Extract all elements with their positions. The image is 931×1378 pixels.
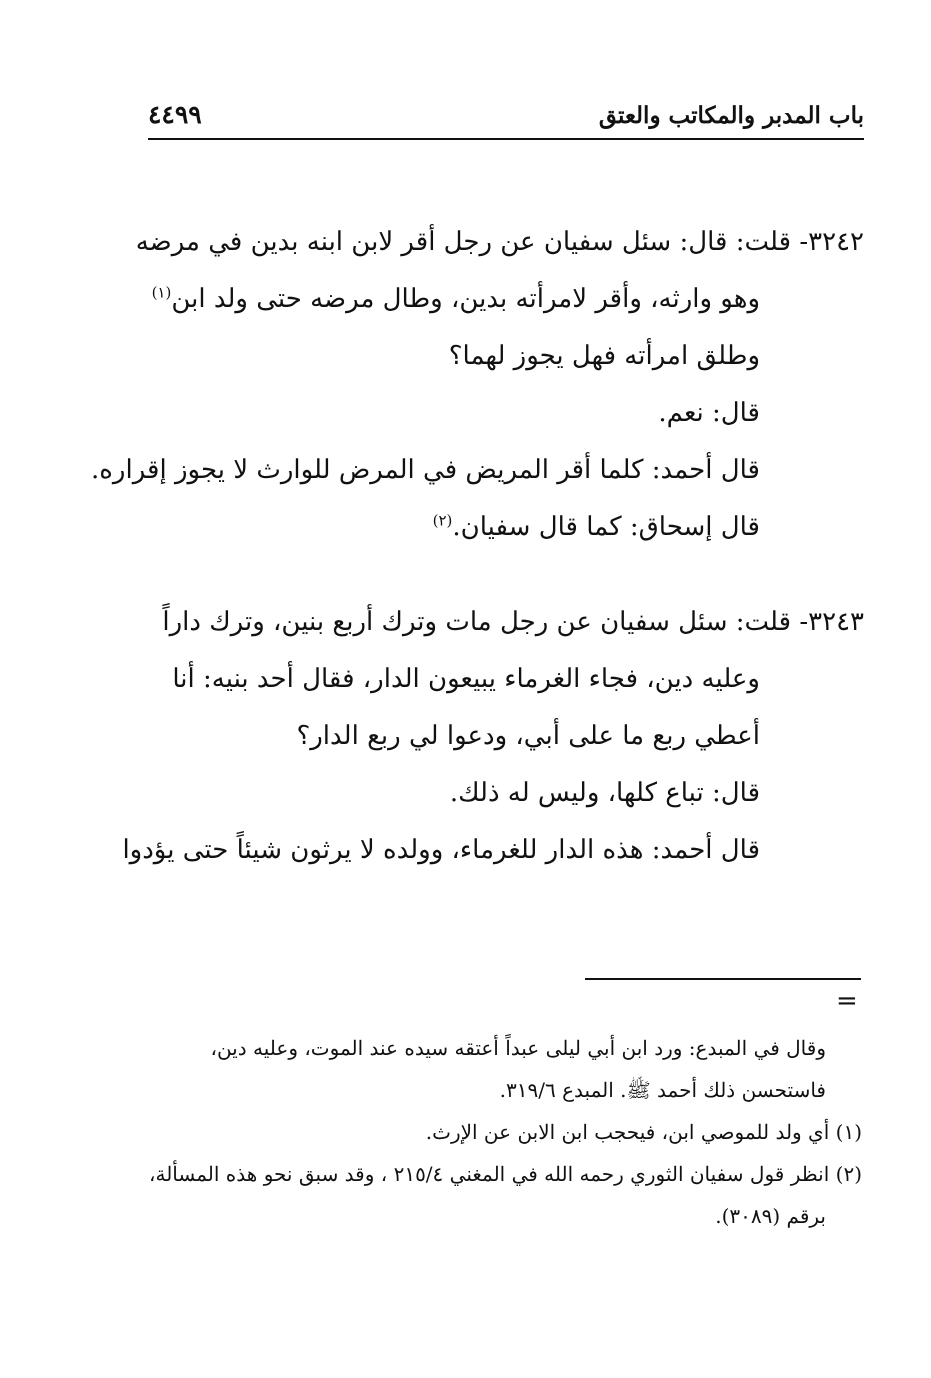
entry-text: قال أحمد: كلما أقر المريض في المرض للوارث لا يجوز إقراره. xyxy=(91,455,760,485)
entry-text: وهو وارثه، وأقر لامرأته بدين، وطال مرضه حتى ولد ابن xyxy=(171,284,760,314)
entry-line xyxy=(130,659,864,716)
entry-text: قال أحمد: هذه الدار للغرماء، وولده لا يرثون شيئاً حتى يؤدوا xyxy=(122,835,760,865)
entry-line xyxy=(130,602,864,659)
footnote-text: برقم (٣٠٨٩). xyxy=(715,1204,826,1228)
entry-line xyxy=(130,279,864,336)
entry-text: قال: تباع كلها، وليس له ذلك. xyxy=(449,778,760,808)
continuation-mark: = xyxy=(836,986,858,1016)
entry-line xyxy=(130,393,864,450)
footnote-text: فاستحسن ذلك أحمد ﷺ. المبدع ٣١٩/٦. xyxy=(499,1078,826,1102)
footnote-line xyxy=(130,1074,864,1116)
entry-line xyxy=(130,716,864,773)
page-number: ٤٤٩٩ xyxy=(148,100,202,129)
entry-text: قلت: سئل سفيان عن رجل مات وترك أربع بنين، وترك داراً xyxy=(162,607,792,637)
entry-3242 xyxy=(91,222,864,564)
footnote-marker: (١) xyxy=(151,283,172,302)
footnotes xyxy=(130,1032,864,1242)
entry-text: قال: نعم. xyxy=(658,398,760,428)
footnote-marker: (٢) xyxy=(432,511,453,530)
footnote-text: (١) أي ولد للموصي ابن، فيحجب ابن الابن عن الإرث. xyxy=(425,1120,862,1144)
footnote-line xyxy=(130,1200,864,1242)
entry-line xyxy=(130,507,864,564)
running-header-title: باب المدبر والمكاتب والعتق xyxy=(598,102,864,129)
entry-text: وطلق امرأته فهل يجوز لهما؟ xyxy=(448,341,760,371)
page-header xyxy=(148,92,864,138)
footnote-line xyxy=(130,1032,864,1074)
footnote-separator xyxy=(585,978,861,980)
footnote-text: وقال في المبدع: ورد ابن أبي ليلى عبداً أعتقه سيده عند الموت، وعليه دين، xyxy=(210,1036,826,1060)
entry-number: ٣٢٤٢- xyxy=(799,227,864,257)
footnote-text: (٢) انظر قول سفيان الثوري رحمه الله في المغني ٢١٥/٤ ، وقد سبق نحو هذه المسألة، xyxy=(149,1162,862,1186)
entry-line xyxy=(91,450,864,507)
entry-text: قلت: قال: سئل سفيان عن رجل أقر لابن ابنه بدين في مرضه xyxy=(135,227,792,257)
footnote-1 xyxy=(130,1116,864,1158)
entry-line xyxy=(130,336,864,393)
entry-text: قال إسحاق: كما قال سفيان. xyxy=(452,512,760,542)
entry-3243 xyxy=(122,602,864,887)
entry-line xyxy=(122,830,864,887)
entry-text: وعليه دين، فجاء الغرماء يبيعون الدار، فقال أحد بنيه: أنا xyxy=(172,664,760,694)
entry-line xyxy=(130,222,864,279)
header-rule xyxy=(148,138,864,140)
footnote-2 xyxy=(130,1158,864,1200)
entry-text: أعطي ربع ما على أبي، ودعوا لي ربع الدار؟ xyxy=(296,721,760,751)
entry-number: ٣٢٤٣- xyxy=(799,607,864,637)
entry-line xyxy=(130,773,864,830)
